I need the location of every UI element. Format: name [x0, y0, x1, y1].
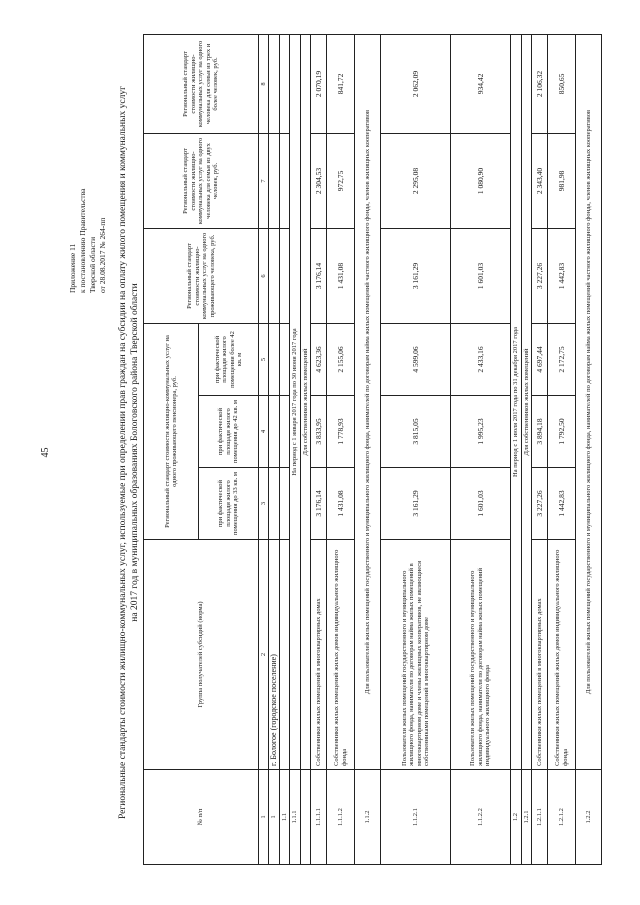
- value-cell: 1 080,90: [451, 133, 511, 228]
- header-group: Группа получателей субсидий (норма): [144, 540, 259, 770]
- value-cell: 2 070,19: [311, 34, 327, 133]
- header-row: [144, 34, 199, 864]
- section-label: Для пользователей жилых помещений государственного и муниципального жилищного фонда, нанимателей по договорам найма жилых помещений частного жилищного фонда, членов жилищных кооперативов: [576, 34, 602, 769]
- header-num: № п/п: [144, 770, 259, 865]
- value-cell: 1 442,83: [548, 468, 576, 540]
- value-cell: 3 833,95: [311, 396, 327, 468]
- col-number: 4: [259, 396, 269, 468]
- value-cell: 2 062,09: [381, 34, 451, 133]
- row-text: Собственники жилых помещений жилых домов индивидуального жилищного фонда: [548, 540, 576, 770]
- value-cell: 3 227,26: [532, 228, 548, 323]
- col-number: 5: [259, 323, 269, 395]
- empty-cell: [269, 323, 280, 395]
- table-row: [290, 34, 301, 864]
- document-title: [117, 60, 141, 845]
- table-row: [355, 34, 381, 864]
- header-sub-over42: при фактической площади жилого помещения более 42 кв. м: [199, 323, 259, 395]
- value-cell: 3 161,29: [381, 228, 451, 323]
- col-number: 1: [259, 770, 269, 865]
- empty-cell: [279, 540, 290, 770]
- value-cell: 2 433,16: [451, 323, 511, 395]
- empty-cell: [269, 34, 280, 133]
- value-cell: 1 431,08: [327, 228, 355, 323]
- empty-cell: [300, 770, 311, 865]
- value-cell: 4 697,44: [532, 323, 548, 395]
- col-number: 3: [259, 468, 269, 540]
- value-cell: 2 106,32: [532, 34, 548, 133]
- section-label: Для собственников жилых помещений: [521, 34, 532, 769]
- table-row: [300, 34, 311, 864]
- value-cell: 3 227,26: [532, 468, 548, 540]
- row-num: 1.1.2.2: [451, 770, 511, 865]
- row-num: 1.1.1.2: [327, 770, 355, 865]
- empty-cell: [269, 468, 280, 540]
- table-row: [521, 34, 532, 864]
- empty-cell: [269, 228, 280, 323]
- header-three: Региональный стандарт стоимости жилищно-коммунальных услуг на одного человека для семьи из трех и более человек, руб.: [144, 34, 259, 133]
- value-cell: 3 176,14: [311, 228, 327, 323]
- value-cell: 2 155,06: [327, 323, 355, 395]
- empty-cell: [269, 396, 280, 468]
- value-cell: 1 995,23: [451, 396, 511, 468]
- row-num: 1.2: [511, 770, 522, 865]
- row-num: 1.1.2.1: [381, 770, 451, 865]
- period-label: На период с 1 января 2017 года по 30 июня 2017 года: [290, 34, 301, 769]
- value-cell: 934,42: [451, 34, 511, 133]
- table-row: [548, 34, 576, 864]
- value-cell: 972,75: [327, 133, 355, 228]
- row-num: 1: [269, 770, 280, 865]
- row-text: Собственники жилых помещений в многоквартирных домах: [532, 540, 548, 770]
- empty-cell: [279, 228, 290, 323]
- row-num: 1.2.1.2: [548, 770, 576, 865]
- row-text: Собственники жилых помещений в многоквартирных домах: [311, 540, 327, 770]
- standards-table: [143, 34, 602, 865]
- value-cell: 1 792,50: [548, 396, 576, 468]
- value-cell: 4 599,06: [381, 323, 451, 395]
- header-standard-one: Региональный стандарт стоимости жилищно-коммунальных услуг на одного проживающего пенсионера, руб.: [144, 323, 199, 539]
- value-cell: 2 343,40: [532, 133, 548, 228]
- appendix-line: Тверской области: [88, 236, 97, 293]
- empty-cell: [279, 468, 290, 540]
- value-cell: 1 601,03: [451, 228, 511, 323]
- page-number: 45: [40, 447, 51, 458]
- empty-cell: [279, 133, 290, 228]
- value-cell: 981,98: [548, 133, 576, 228]
- col-number: 7: [259, 133, 269, 228]
- appendix-caption: [68, 63, 108, 293]
- value-cell: 2 295,08: [381, 133, 451, 228]
- table-row: [269, 34, 280, 864]
- empty-cell: [269, 133, 280, 228]
- row-num: 1.1: [279, 770, 290, 865]
- column-number-row: [259, 34, 269, 864]
- section-label: Для собственников жилых помещений: [300, 34, 311, 769]
- row-num: 1.1.1: [290, 770, 301, 865]
- empty-cell: [279, 396, 290, 468]
- col-number: 8: [259, 34, 269, 133]
- row-num: 1.2.1: [521, 770, 532, 865]
- table-row: [381, 34, 451, 864]
- table-row: [311, 34, 327, 864]
- row-text: Собственники жилых помещений жилых домов индивидуального жилищного фонда: [327, 540, 355, 770]
- value-cell: 850,65: [548, 34, 576, 133]
- value-cell: 1 431,08: [327, 468, 355, 540]
- table-row: [327, 34, 355, 864]
- value-cell: 3 176,14: [311, 468, 327, 540]
- empty-cell: [279, 34, 290, 133]
- appendix-line: от 28.08.2017 № 264-пп: [98, 217, 107, 293]
- row-num: 1.1.1.1: [311, 770, 327, 865]
- row-num: 1.1.2: [355, 770, 381, 865]
- row-text: Пользователи жилых помещений государственного и муниципального жилищного фонда, наниматели по договорам найма жилых помещений в многоквартирном доме и члены жилищных кооперативов, не являющиеся собственниками помещений в многоквартирном доме: [381, 540, 451, 770]
- value-cell: 1 442,83: [548, 228, 576, 323]
- header-single: Региональный стандарт стоимости жилищно-коммунальных услуг на одного проживающего человека, руб.: [144, 228, 259, 323]
- value-cell: 841,72: [327, 34, 355, 133]
- col-number: 2: [259, 540, 269, 770]
- appendix-line: Приложение 11: [68, 243, 77, 293]
- value-cell: 3 161,29: [381, 468, 451, 540]
- col-number: 6: [259, 228, 269, 323]
- title-line: Региональные стандарты стоимости жилищно-коммунальных услуг, используемые при определении прав граждан на субсидии на оплату жилого помещения и коммунальных услуг: [118, 86, 128, 820]
- period-label: На период с 1 июля 2017 года по 31 декабря 2017 года: [511, 34, 522, 769]
- title-line: на 2017 год в муниципальных образованиях Бологовского района Тверской области: [130, 283, 140, 622]
- row-text: г. Бологое (городское поселение): [269, 540, 280, 770]
- table-row: [576, 34, 602, 864]
- header-two: Региональный стандарт стоимости жилищно-коммунальных услуг на одного человека для семьи из двух человек, руб.: [144, 133, 259, 228]
- value-cell: 2 172,75: [548, 323, 576, 395]
- header-sub-42: при фактической площади жилого помещения до 42 кв. м: [199, 396, 259, 468]
- value-cell: 4 623,36: [311, 323, 327, 395]
- header-sub-33: при фактической площади жилого помещения до 33 кв. м: [199, 468, 259, 540]
- value-cell: 3 894,18: [532, 396, 548, 468]
- table-row: [451, 34, 511, 864]
- value-cell: 1 601,03: [451, 468, 511, 540]
- value-cell: 1 778,93: [327, 396, 355, 468]
- table-row: [279, 34, 290, 864]
- row-num: 1.2.2: [576, 770, 602, 865]
- appendix-line: к постановлению Правительства: [78, 188, 87, 293]
- value-cell: 2 304,53: [311, 133, 327, 228]
- empty-cell: [279, 323, 290, 395]
- table-row: [511, 34, 522, 864]
- table-row: [532, 34, 548, 864]
- section-label: Для пользователей жилых помещений государственного и муниципального жилищного фонда, нанимателей по договорам найма жилых помещений частного жилищного фонда, членов жилищных кооперативов: [355, 34, 381, 769]
- value-cell: 3 815,05: [381, 396, 451, 468]
- row-text: Пользователи жилых помещений государственного и муниципального жилищного фонда, наниматели по договорам найма жилых помещений индивидуального жилищного фонда: [451, 540, 511, 770]
- row-num: 1.2.1.1: [532, 770, 548, 865]
